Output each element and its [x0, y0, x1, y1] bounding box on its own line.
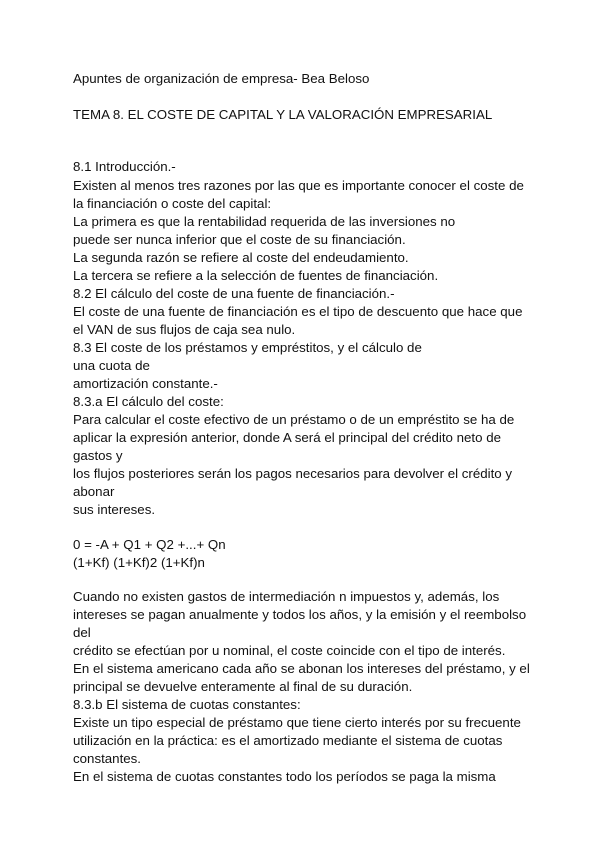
section-heading: 8.3 El coste de los préstamos y empréstitos, y el cálculo de [73, 340, 422, 355]
paragraph-line: En el sistema americano cada año se abonan los intereses del préstamo, y el [73, 661, 530, 676]
paragraph-line: La tercera se refiere a la selección de fuentes de financiación. [73, 268, 439, 283]
paragraph-line: Existe un tipo especial de préstamo que tiene cierto interés por su frecuente [73, 715, 521, 730]
paragraph-line: sus intereses. [73, 502, 156, 517]
document-title: TEMA 8. EL COSTE DE CAPITAL Y LA VALORACIÓN EMPRESARIAL [73, 107, 493, 122]
paragraph-line: del [73, 625, 91, 640]
paragraph-line: En el sistema de cuotas constantes todo los períodos se paga la misma [73, 769, 496, 784]
paragraph-line: la financiación o coste del capital: [73, 196, 272, 211]
paragraph-line: El coste de una fuente de financiación es el tipo de descuento que hace que [73, 304, 523, 319]
paragraph-line: gastos y [73, 448, 123, 463]
document-header: Apuntes de organización de empresa- Bea Beloso [73, 71, 370, 86]
paragraph-line: principal se devuelve enteramente al final de su duración. [73, 679, 413, 694]
section-heading: una cuota de [73, 358, 150, 373]
paragraph-line: aplicar la expresión anterior, donde A será el principal del crédito neto de [73, 430, 501, 445]
paragraph-line: Existen al menos tres razones por las que es importante conocer el coste de [73, 178, 524, 193]
section-heading: 8.3.b El sistema de cuotas constantes: [73, 697, 301, 712]
paragraph-line: los flujos posteriores serán los pagos necesarios para devolver el crédito y [73, 466, 513, 481]
paragraph-line: constantes. [73, 751, 142, 766]
section-heading: amortización constante.- [73, 376, 218, 391]
formula-line: (1+Kf) (1+Kf)2 (1+Kf)n [73, 555, 205, 570]
paragraph-line: abonar [73, 484, 115, 499]
paragraph-line: La primera es que la rentabilidad requerida de las inversiones no [73, 214, 456, 229]
paragraph-line: el VAN de sus flujos de caja sea nulo. [73, 322, 296, 337]
paragraph-line: utilización en la práctica: es el amortizado mediante el sistema de cuotas [73, 733, 503, 748]
section-heading: 8.3.a El cálculo del coste: [73, 394, 224, 409]
paragraph-line: Para calcular el coste efectivo de un préstamo o de un empréstito se ha de [73, 412, 515, 427]
paragraph-line: La segunda razón se refiere al coste del endeudamiento. [73, 250, 409, 265]
paragraph-line: intereses se pagan anualmente y todos los años, y la emisión y el reembolso [73, 607, 527, 622]
formula-line: 0 = -A + Q1 + Q2 +...+ Qn [73, 537, 226, 552]
paragraph-line: Cuando no existen gastos de intermediación n impuestos y, además, los [73, 589, 500, 604]
paragraph-line: puede ser nunca inferior que el coste de su financiación. [73, 232, 406, 247]
section-heading: 8.1 Introducción.- [73, 159, 176, 174]
paragraph-line: crédito se efectúan por u nominal, el coste coincide con el tipo de interés. [73, 643, 506, 658]
section-heading: 8.2 El cálculo del coste de una fuente de financiación.- [73, 286, 395, 301]
